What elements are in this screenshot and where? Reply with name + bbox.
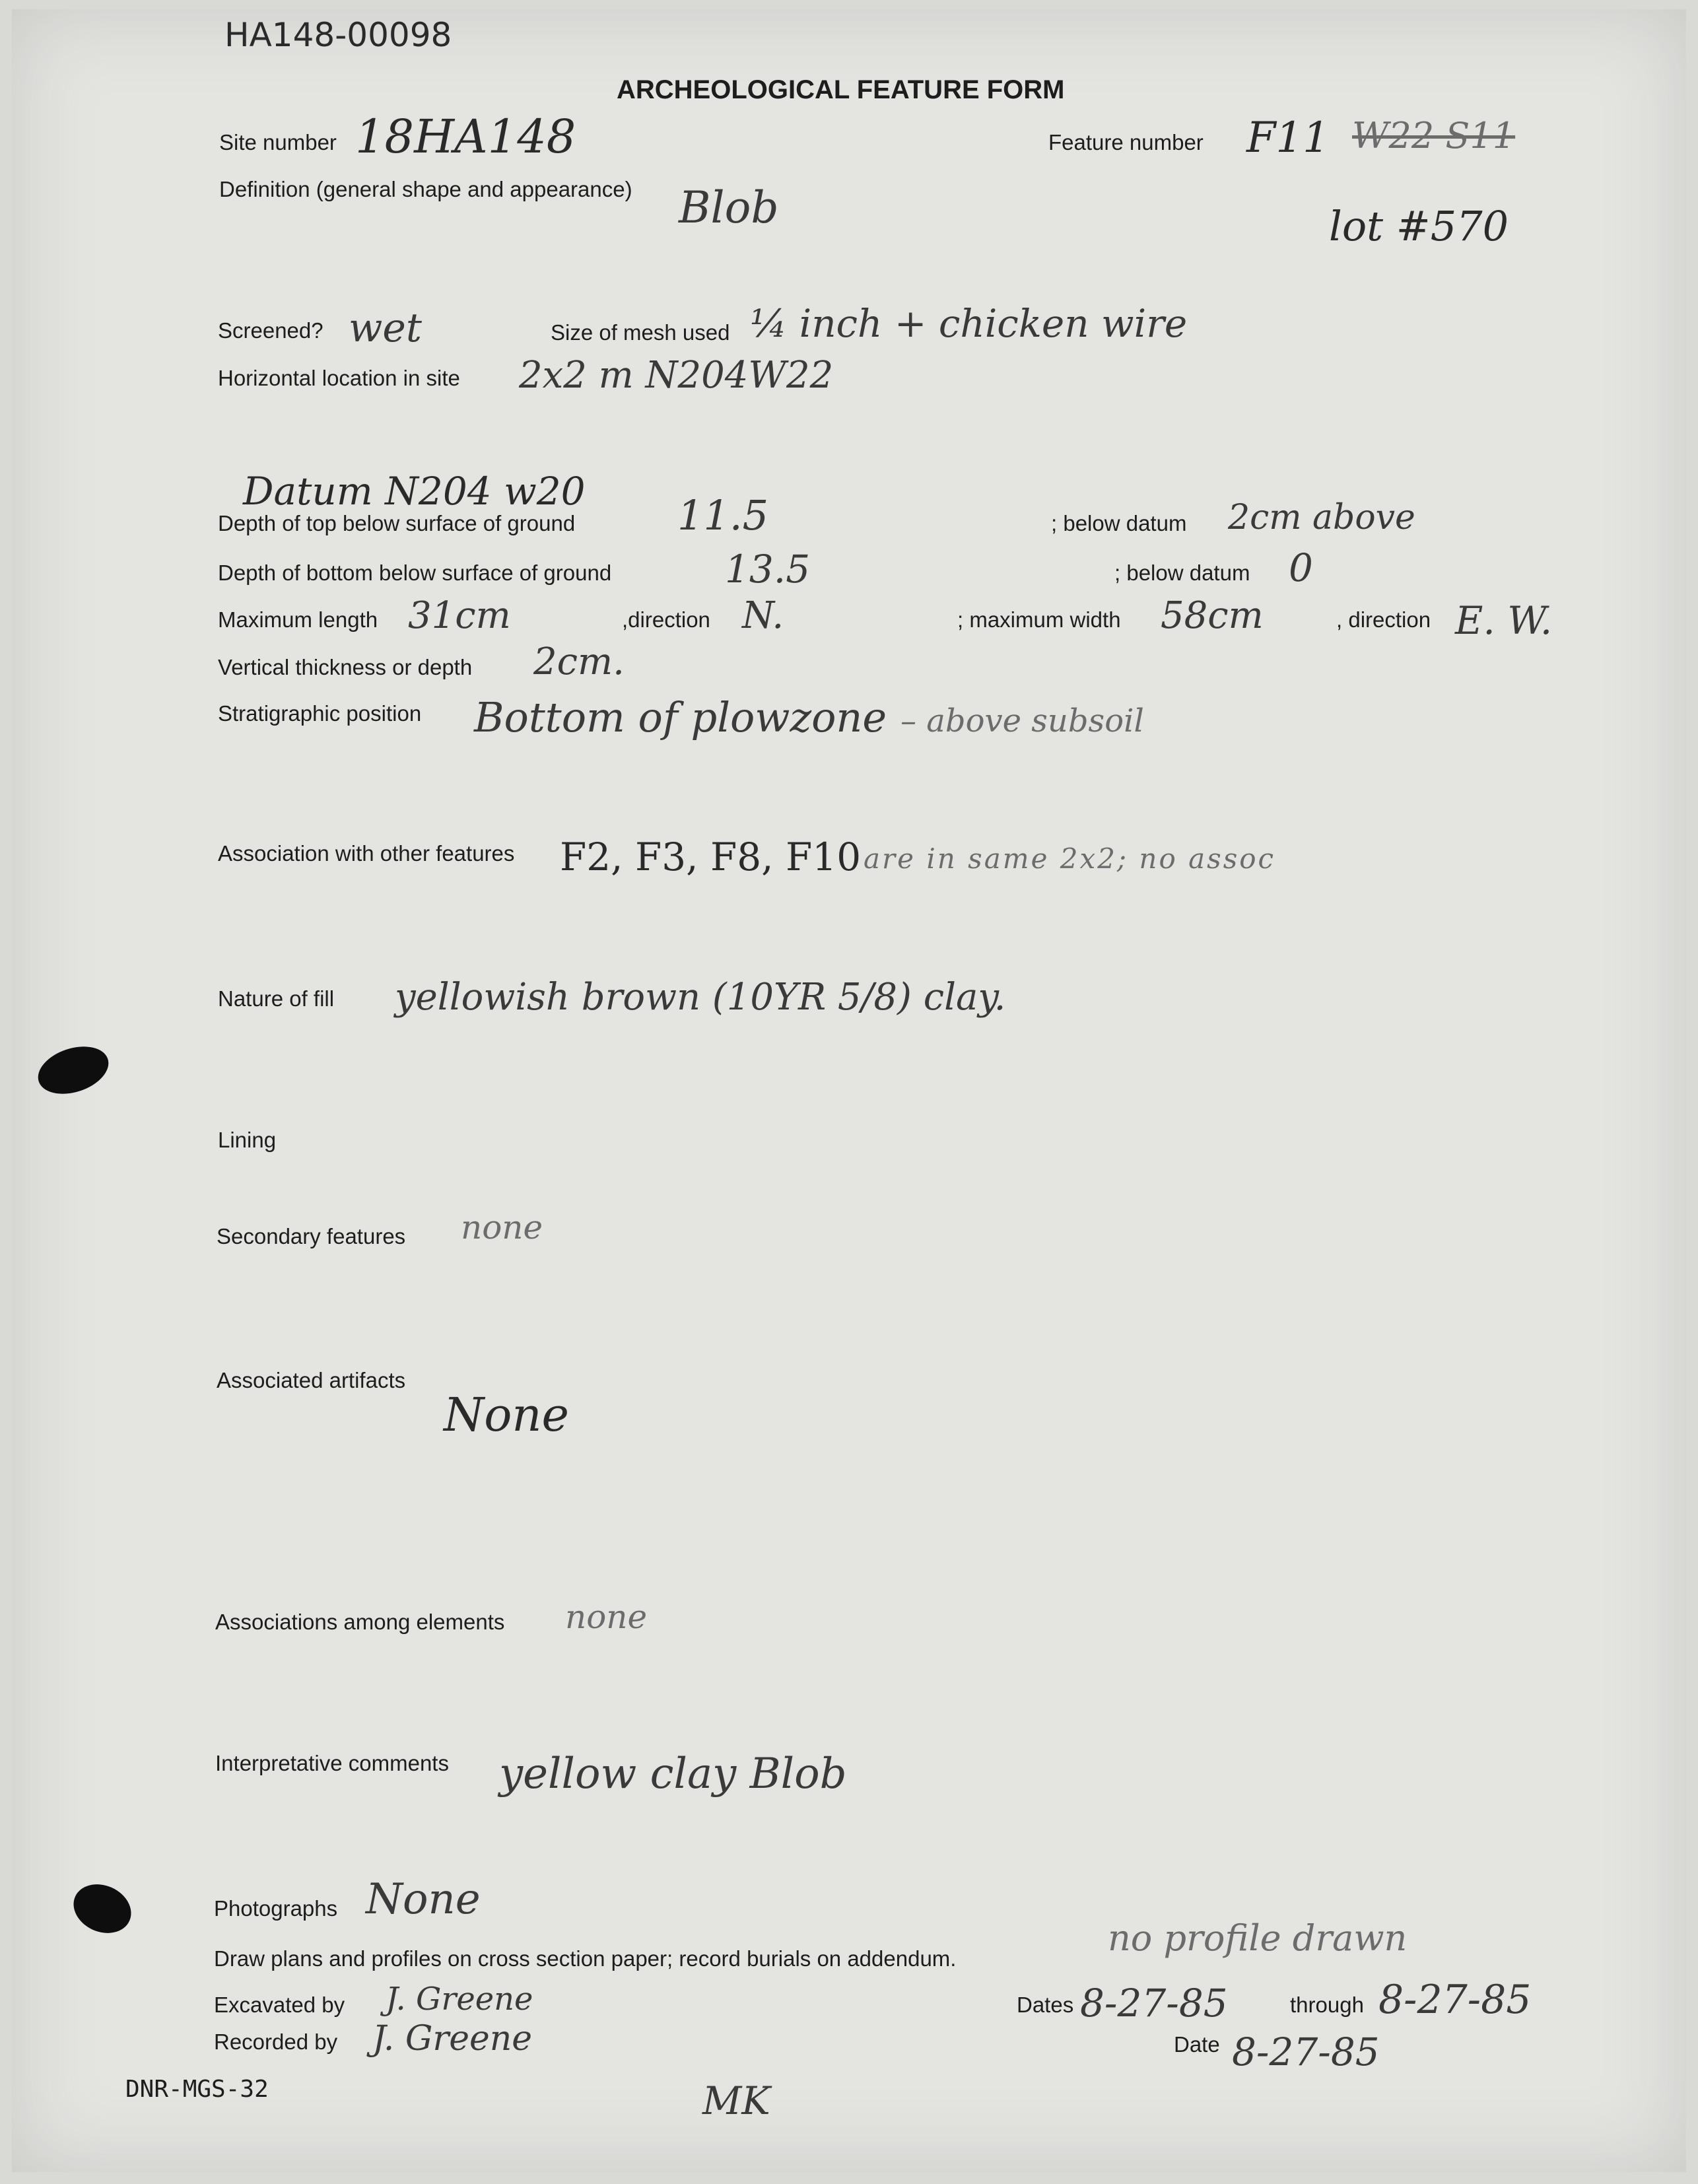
depth-top-datum-value: 2cm above bbox=[1228, 498, 1415, 537]
recorded-by-value: J. Greene bbox=[372, 2019, 533, 2059]
artifacts-value: None bbox=[444, 1388, 569, 1442]
draw-note-value: no profile drawn bbox=[1108, 1917, 1408, 1959]
length-direction-label: ,direction bbox=[622, 607, 710, 632]
excavated-by-value: J. Greene bbox=[386, 1981, 533, 2018]
photographs-label: Photographs bbox=[214, 1896, 338, 1921]
secondary-value: none bbox=[461, 1208, 543, 1246]
dates-value: 8-27-85 bbox=[1080, 1981, 1228, 2026]
length-label: Maximum length bbox=[218, 607, 378, 632]
thickness-value: 2cm. bbox=[533, 640, 625, 683]
depth-top-datum-label: ; below datum bbox=[1051, 511, 1187, 535]
depth-bottom-label: Depth of bottom below surface of ground bbox=[218, 561, 612, 585]
comments-label: Interpretative comments bbox=[215, 1751, 449, 1775]
initials: MK bbox=[702, 2078, 770, 2123]
mesh-label: Size of mesh used bbox=[551, 320, 730, 345]
associations-elements-label: Associations among elements bbox=[215, 1610, 505, 1634]
association-value: F2, F3, F8, F10 bbox=[560, 835, 862, 879]
datum-note: Datum N204 w20 bbox=[243, 469, 586, 514]
depth-top-label: Depth of top below surface of ground bbox=[218, 511, 576, 535]
definition-value: Blob bbox=[679, 182, 779, 233]
width-direction-value: E. W. bbox=[1455, 598, 1553, 643]
dates-label: Dates bbox=[1017, 1993, 1074, 2017]
photographs-value: None bbox=[366, 1875, 481, 1924]
width-direction-label: , direction bbox=[1336, 607, 1431, 632]
thickness-label: Vertical thickness or depth bbox=[218, 655, 473, 679]
stratigraphic-value: Bottom of plowzone bbox=[474, 693, 887, 741]
lining-label: Lining bbox=[218, 1128, 277, 1152]
artifacts-label: Associated artifacts bbox=[217, 1368, 406, 1392]
form-title: ARCHEOLOGICAL FEATURE FORM bbox=[617, 75, 1065, 104]
width-value: 58cm bbox=[1161, 594, 1264, 637]
depth-top-value: 11.5 bbox=[677, 491, 769, 539]
associations-elements-value: none bbox=[565, 1598, 648, 1636]
form-code: DNR-MGS-32 bbox=[125, 2076, 269, 2103]
depth-bottom-datum-value: 0 bbox=[1289, 545, 1313, 590]
screened-value: wet bbox=[349, 305, 422, 351]
fill-label: Nature of fill bbox=[218, 986, 335, 1011]
through-label: through bbox=[1290, 1993, 1364, 2017]
punch-hole bbox=[32, 1039, 114, 1103]
mesh-value: ¼ inch + chicken wire bbox=[750, 301, 1188, 346]
depth-bottom-datum-label: ; below datum bbox=[1114, 561, 1250, 585]
recorded-by-label: Recorded by bbox=[214, 2030, 338, 2054]
site-number-value: 18HA148 bbox=[355, 110, 576, 164]
definition-label: Definition (general shape and appearance) bbox=[219, 177, 632, 201]
horizontal-location-value: 2x2 m N204W22 bbox=[519, 354, 834, 397]
length-value: 31cm bbox=[408, 594, 511, 637]
id-stamp: HA148-00098 bbox=[224, 16, 452, 54]
stratigraphic-label: Stratigraphic position bbox=[218, 701, 422, 726]
excavated-by-label: Excavated by bbox=[214, 1993, 345, 2017]
date-label: Date bbox=[1174, 2032, 1220, 2057]
feature-number-label: Feature number bbox=[1048, 130, 1204, 154]
association-label: Association with other features bbox=[218, 841, 515, 866]
depth-bottom-value: 13.5 bbox=[725, 547, 811, 592]
form-sheet bbox=[12, 9, 1686, 2172]
association-value-2: are in same 2x2; no assoc bbox=[864, 842, 1276, 875]
comments-value: yellow clay Blob bbox=[499, 1750, 847, 1798]
screened-label: Screened? bbox=[218, 318, 323, 343]
date-value: 8-27-85 bbox=[1232, 2030, 1380, 2074]
lot-number: lot #570 bbox=[1329, 202, 1509, 250]
horizontal-location-label: Horizontal location in site bbox=[218, 366, 460, 390]
through-value: 8-27-85 bbox=[1378, 1977, 1532, 2023]
feature-number-value: F11 bbox=[1246, 114, 1330, 162]
length-direction-value: N. bbox=[742, 594, 784, 637]
punch-hole bbox=[66, 1876, 139, 1942]
feature-number-crossed: W22 S11 bbox=[1352, 115, 1516, 156]
site-number-label: Site number bbox=[219, 130, 337, 154]
width-label: ; maximum width bbox=[957, 607, 1121, 632]
draw-note-label: Draw plans and profiles on cross section paper; record burials on addendum. bbox=[214, 1946, 957, 1971]
stratigraphic-value-2: – above subsoil bbox=[900, 702, 1144, 739]
fill-value: yellowish brown (10YR 5/8) clay. bbox=[395, 976, 1006, 1019]
secondary-label: Secondary features bbox=[217, 1224, 406, 1248]
